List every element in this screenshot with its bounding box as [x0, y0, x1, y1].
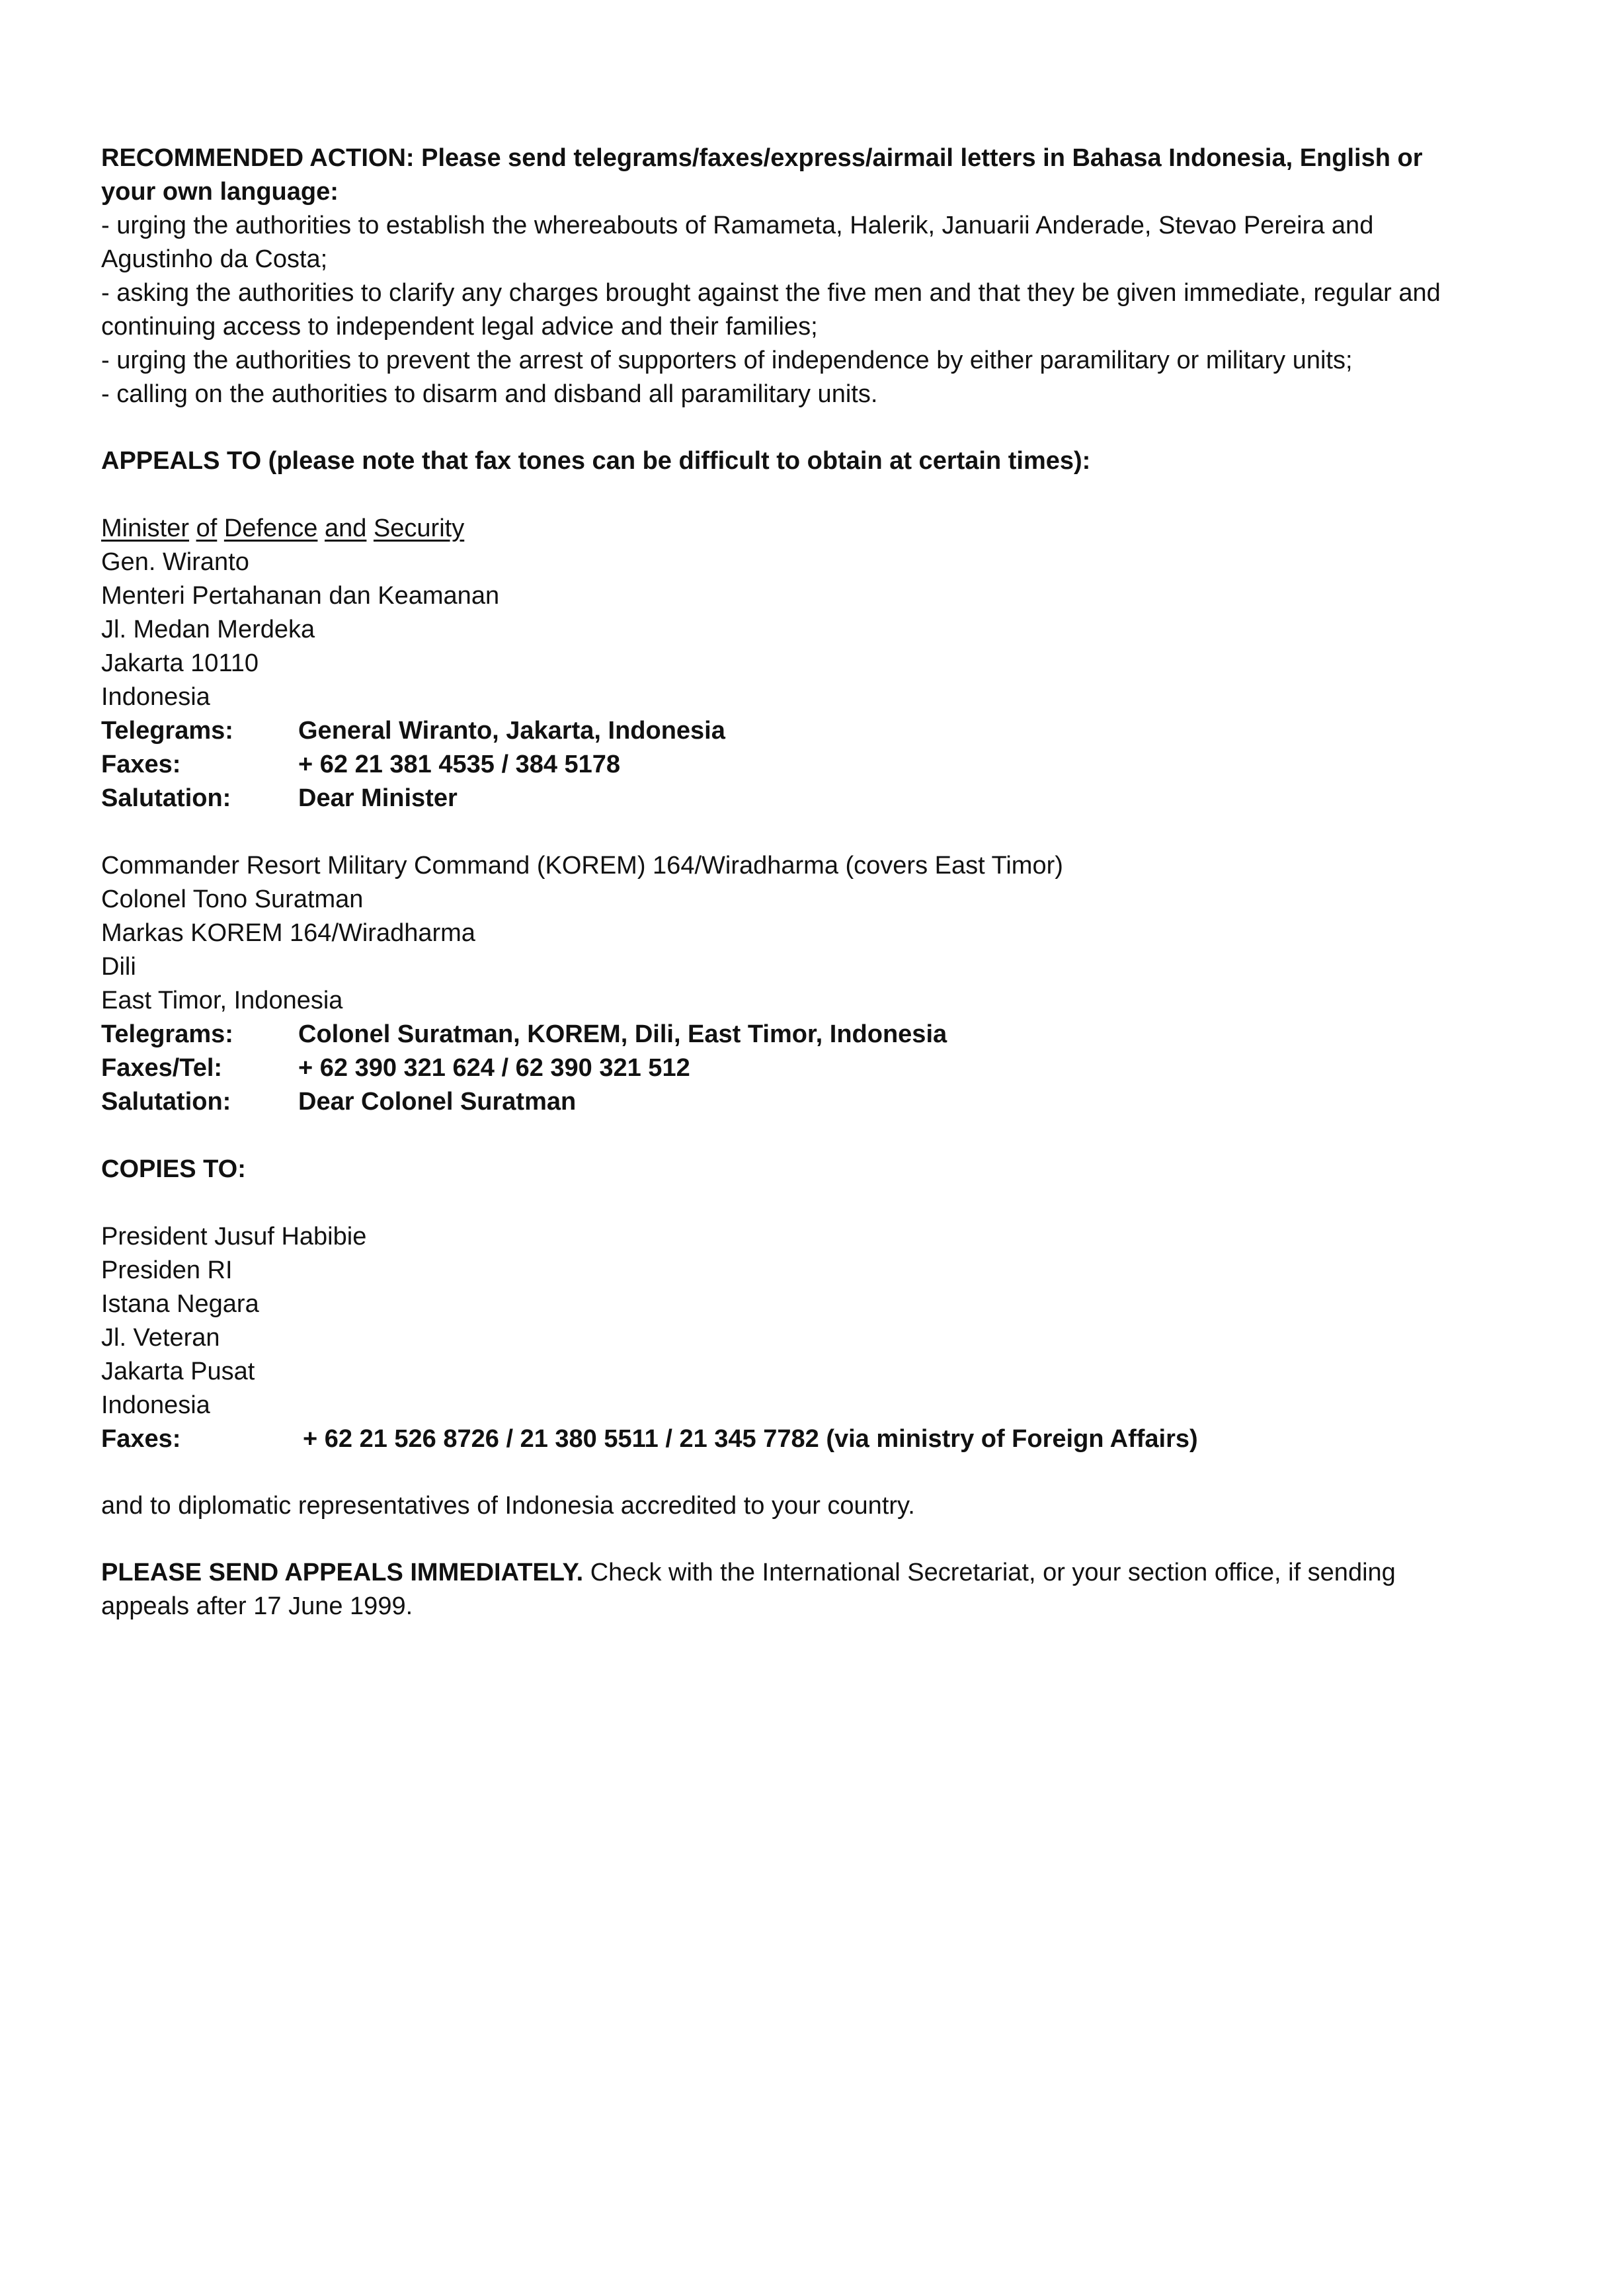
address-line: Indonesia [101, 1391, 210, 1419]
field-value: Colonel Suratman, KOREM, Dili, East Timor, Indonesia [298, 1020, 947, 1048]
address-line: Jakarta Pusat [101, 1358, 255, 1385]
recipient-title-word: and [324, 514, 367, 542]
address-line: Commander Resort Military Command (KOREM) 164/Wiradharma (covers East Timor) [101, 852, 1063, 880]
address-line: Gen. Wiranto [101, 548, 249, 576]
field-value: + 62 21 381 4535 / 384 5178 [298, 751, 621, 778]
address-line: Jakarta 10110 [101, 649, 259, 677]
field-value: Dear Minister [298, 784, 458, 812]
address-line: Istana Negara [101, 1290, 259, 1318]
recipient-minister [101, 512, 1476, 815]
salutation-row [101, 782, 1476, 815]
field-value: Dear Colonel Suratman [298, 1088, 577, 1116]
copies-closing: and to diplomatic representatives of Indonesia accredited to your country. [101, 1492, 915, 1520]
address-line: East Timor, Indonesia [101, 987, 343, 1014]
address-line: Colonel Tono Suratman [101, 885, 364, 913]
recipient-title-word: of [196, 514, 218, 542]
copies-recipient [101, 1220, 1476, 1456]
appeals-to-heading: APPEALS TO (please note that fax tones can be difficult to obtain at certain times): [101, 447, 1091, 475]
field-label: Telegrams: [101, 1020, 233, 1048]
recommended-action-heading: RECOMMENDED ACTION: [101, 144, 415, 172]
recipient-title-word: Minister [101, 514, 190, 542]
address-line: Indonesia [101, 683, 210, 711]
faxes-row [101, 1422, 1476, 1456]
field-value: + 62 390 321 624 / 62 390 321 512 [298, 1054, 690, 1082]
action-item: - urging the authorities to establish the whereabouts of Ramameta, Halerik, Januarii Anderade, Stevao Pereira and Agustinho da Costa; [101, 212, 1374, 273]
recipient-korem-commander [101, 849, 1476, 1119]
telegrams-row [101, 714, 1476, 748]
action-item: - asking the authorities to clarify any charges brought against the five men and that they be given immediate, regular and continuing access to independent legal advice and their families; [101, 279, 1441, 341]
faxes-row [101, 748, 1476, 782]
copies-to-heading: COPIES TO: [101, 1155, 246, 1183]
field-label: Telegrams: [101, 717, 233, 745]
recommended-action-section [101, 142, 1476, 411]
recipient-title-word: Security [373, 514, 465, 542]
action-item: - urging the authorities to prevent the arrest of supporters of independence by either paramilitary or military units; [101, 347, 1353, 374]
recipient-title-word: Defence [223, 514, 318, 542]
salutation-row [101, 1085, 1476, 1119]
recipient-title [101, 512, 1476, 546]
recommended-action-intro [101, 142, 1476, 209]
action-item: - calling on the authorities to disarm and disband all paramilitary units. [101, 380, 878, 408]
address-line: Presiden RI [101, 1256, 233, 1284]
address-line: Menteri Pertahanan dan Keamanan [101, 582, 500, 610]
address-line: Dili [101, 953, 136, 981]
field-label: Salutation: [101, 1088, 231, 1116]
field-label: Faxes/Tel: [101, 1054, 223, 1082]
final-heading: PLEASE SEND APPEALS IMMEDIATELY. [101, 1559, 584, 1586]
address-line: Jl. Medan Merdeka [101, 616, 315, 643]
field-label: Faxes: [101, 751, 181, 778]
address-line: President Jusuf Habibie [101, 1223, 367, 1250]
address-line: Jl. Veteran [101, 1324, 220, 1352]
field-label: Faxes: [101, 1425, 181, 1453]
document-page [101, 142, 1476, 1623]
recommended-action-intro-text: Please send telegrams/faxes/express/airmail letters in Bahasa Indonesia, English or your own language: [101, 144, 1423, 206]
final-text: Check with the International Secretariat, or your section office, if sending appeals after 17 June 1999. [101, 1559, 1396, 1620]
final-note [101, 1556, 1476, 1623]
faxes-tel-row [101, 1051, 1476, 1085]
field-value: General Wiranto, Jakarta, Indonesia [298, 717, 725, 745]
address-line: Markas KOREM 164/Wiradharma [101, 919, 475, 947]
telegrams-row [101, 1018, 1476, 1051]
field-label: Salutation: [101, 784, 231, 812]
field-value: + 62 21 526 8726 / 21 380 5511 / 21 345 7782 (via ministry of Foreign Affairs) [303, 1425, 1198, 1453]
